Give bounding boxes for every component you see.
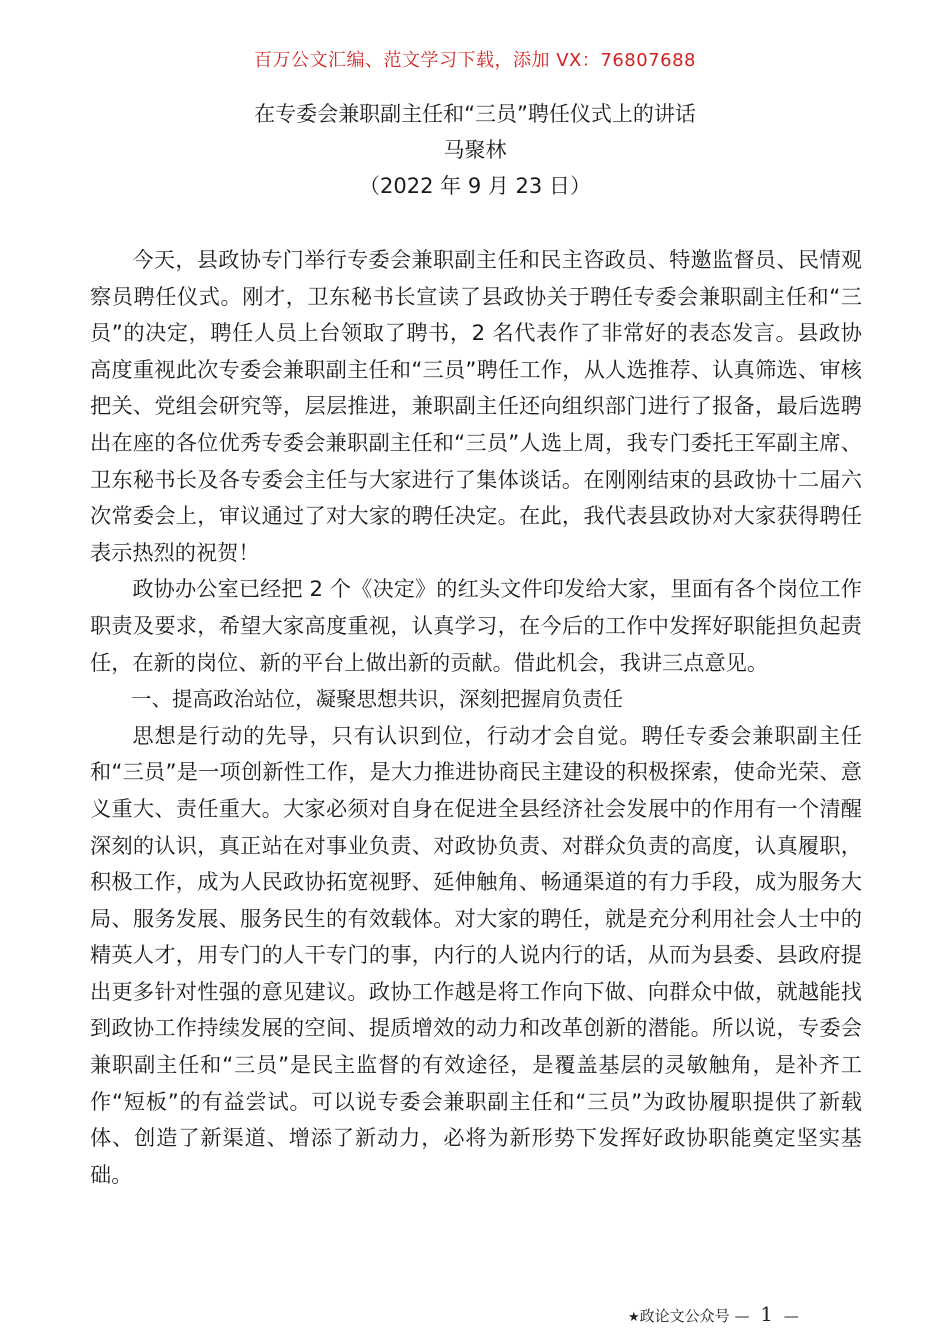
- page-number: 1: [760, 1302, 773, 1326]
- section-heading: 一、提高政治站位，凝聚思想共识，深刻把握肩负责任: [131, 687, 623, 712]
- footer-dash-left: —: [734, 1307, 750, 1325]
- footer-dash-right: —: [783, 1307, 799, 1325]
- speech-title: 在专委会兼职副主任和“三员”聘任仪式上的讲话: [254, 102, 696, 126]
- star-icon: ★: [628, 1310, 640, 1325]
- watermark-banner: 百万公文汇编、范文学习下载，添加 VX：76807688: [254, 50, 696, 71]
- body-paragraph: 今天，县政协专门举行专委会兼职副主任和民主咨政员、特邀监督员、民情观察员聘任仪式。刚才，卫东秘书长宣读了县政协关于聘任专委会兼职副主任和“三员”的决定，聘任人员上台领取了聘书，2 名代表作了非常好的表态发言。县政协高度重视此次专委会兼职副主任和“三员”聘任工作，从人选推荐、认真筛选、审核把关、党组会研究等，层层推进，兼职副主任还向组织部门进行了报备，最后选聘出在座的各位优秀专委会兼职副主任和“三员”人选上周，我专门委托王军副主席、卫东秘书长及各专委会主任与大家进行了集体谈话。在刚刚结束的县政协十二届六次常委会上，审议通过了对大家的聘任决定。在此，我代表县政协对大家获得聘任表示热烈的祝贺！: [90, 247, 862, 565]
- speech-body: [90, 242, 862, 1193]
- footer-source: 政论文公众号: [639, 1307, 730, 1325]
- body-paragraph: 思想是行动的先导，只有认识到位，行动才会自觉。聘任专委会兼职副主任和“三员”是一项创新性工作，是大力推进协商民主建设的积极探索，使命光荣、意义重大、责任重大。大家必须对自身在促进全县经济社会发展中的作用有一个清醒深刻的认识，真正站在对事业负责、对政协负责、对群众负责的高度，认真履职，积极工作，成为人民政协拓宽视野、延伸触角、畅通渠道的有力手段，成为服务大局、服务发展、服务民生的有效载体。对大家的聘任，就是充分利用社会人士中的精英人才，用专门的人干专门的事，内行的人说内行的话，从而为县委、县政府提出更多针对性强的意见建议。政协工作越是将工作向下做、向群众中做，就越能找到政协工作持续发展的空间、提质增效的动力和改革创新的潜能。所以说，专委会兼职副主任和“三员”是民主监督的有效途径，是覆盖基层的灵敏触角，是补齐工作“短板”的有益尝试。可以说专委会兼职副主任和“三员”为政协履职提供了新载体、创造了新渠道、增添了新动力，必将为新形势下发挥好政协职能奠定坚实基础。: [90, 722, 862, 1187]
- speech-date: （2022 年 9 月 23 日）: [359, 174, 591, 198]
- body-paragraph: 政协办公室已经把 2 个《决定》的红头文件印发给大家，里面有各个岗位工作职责及要求，希望大家高度重视，认真学习，在今后的工作中发挥好职能担负起责任，在新的岗位、新的平台上做出新的贡献。借此机会，我讲三点意见。: [90, 576, 862, 675]
- page-footer: [628, 1300, 888, 1328]
- speech-author: 马聚林: [443, 138, 507, 162]
